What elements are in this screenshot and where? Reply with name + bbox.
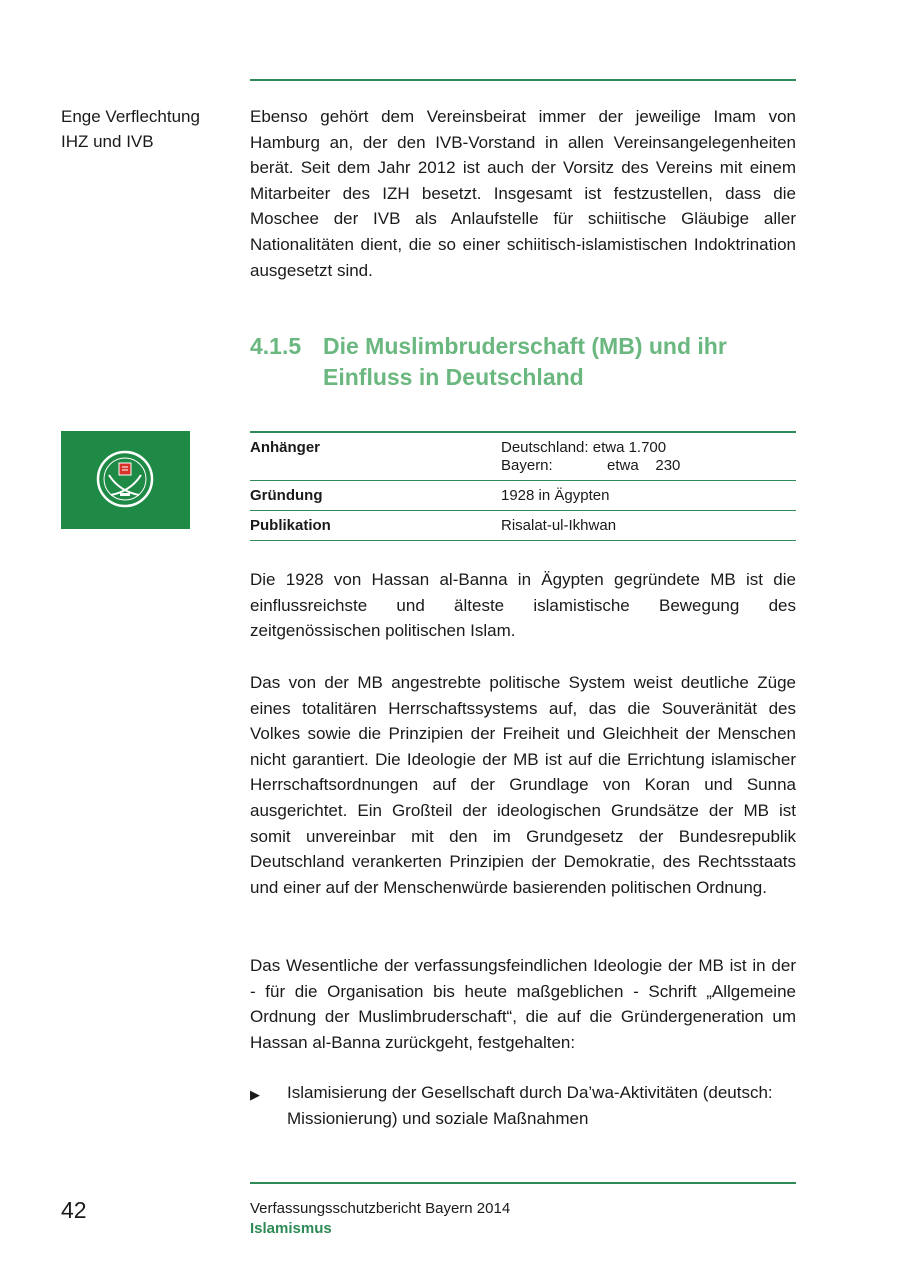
- running-footer: [250, 1199, 510, 1239]
- margin-note-line-1: Enge Verflechtung: [61, 107, 200, 126]
- footer-section: Islamismus: [250, 1220, 332, 1237]
- paragraph-mb-intro: Die 1928 von Hassan al-Banna in Ägypten gegründete MB ist die einflussreichste und älteste islamistische Bewegung des zeitgenössischen politischen Islam.: [250, 570, 796, 641]
- facts-table: [250, 431, 796, 541]
- anhaenger-germany: Deutschland: etwa 1.700: [501, 439, 667, 456]
- top-rule: [250, 79, 796, 81]
- table-row: [250, 432, 796, 481]
- footer-publication: Verfassungsschutzbericht Bayern 2014: [250, 1200, 511, 1217]
- bavaria-value: etwa 230: [607, 457, 681, 474]
- section-title: Die Muslimbruderschaft (MB) und ihr Einfluss in Deutschland: [323, 333, 727, 390]
- bavaria-label: Bayern:: [501, 457, 553, 474]
- paragraph-ivb: Ebenso gehört dem Vereinsbeirat immer der jeweilige Imam von Hamburg an, der den IVB-Vorstand in allen Vereinsangelegenheiten berät. Seit dem Jahr 2012 ist auch der Vorsitz des Vereins mit einem Mitarbeiter des IZH besetzt. Insgesamt ist festzustellen, dass die Moschee der IVB als Anlaufstelle für schiitische Gläubige aller Nationalitäten dient, die so einer schiitisch-islamistischen Indoktrination ausgesetzt sind.: [250, 107, 796, 280]
- facts-value-gruendung: 1928 in Ägypten: [501, 481, 796, 511]
- facts-value-anhaenger: [501, 432, 796, 481]
- facts-label-anhaenger: Anhänger: [250, 432, 501, 481]
- list-item-text: Islamisierung der Gesellschaft durch Da’wa-Aktivitäten (deutsch: Missionierung) und soziale Maßnahmen: [287, 1083, 773, 1128]
- section-heading: [250, 331, 796, 393]
- margin-note-line-2: IHZ und IVB: [61, 132, 154, 151]
- table-row: [250, 481, 796, 511]
- list-item: [250, 1080, 796, 1131]
- paragraph-mb-system: Das von der MB angestrebte politische System weist deutliche Züge eines totalitären Herrschaftssystems auf, das die Souveränität des Volkes sowie die Prinzipien der Freiheit und Gleichheit der Menschen nicht garantiert. Die Ideologie der MB ist auf die Errichtung islamischer Herrschaftsordnungen auf der Grundlage von Koran und Sunna ausgerichtet. Ein Großteil der ideologischen Grundsätze der MB ist somit unvereinbar mit den im Grundgesetz der Bundesrepublik Deutschland verankerten Prinzipien der Demokratie, des Rechtsstaats und einer auf der Menschenwürde basierenden politischen Ordnung.: [250, 673, 796, 897]
- page-number: 42: [61, 1197, 87, 1223]
- facts-label-gruendung: Gründung: [250, 481, 501, 511]
- table-row: [250, 511, 796, 541]
- emblem-icon: [95, 449, 155, 509]
- footer-rule: [250, 1182, 796, 1184]
- facts-label-publikation: Publikation: [250, 511, 501, 541]
- section-number: 4.1.5: [250, 333, 302, 359]
- margin-note: [61, 104, 236, 154]
- anhaenger-bavaria: [501, 457, 796, 475]
- triangle-bullet-icon: ▶: [250, 1087, 260, 1102]
- paragraph-mb-ideology: Das Wesentliche der verfassungsfeindlichen Ideologie der MB ist in der - für die Organisation bis heute maßgeblichen - Schrift „Allgemeine Ordnung der Muslimbruderschaft“, die auf die Gründergeneration um Hassan al-Banna zurückgeht, festgehalten:: [250, 956, 796, 1052]
- muslim-brotherhood-emblem: [61, 431, 190, 529]
- facts-value-publikation: Risalat-ul-Ikhwan: [501, 511, 796, 541]
